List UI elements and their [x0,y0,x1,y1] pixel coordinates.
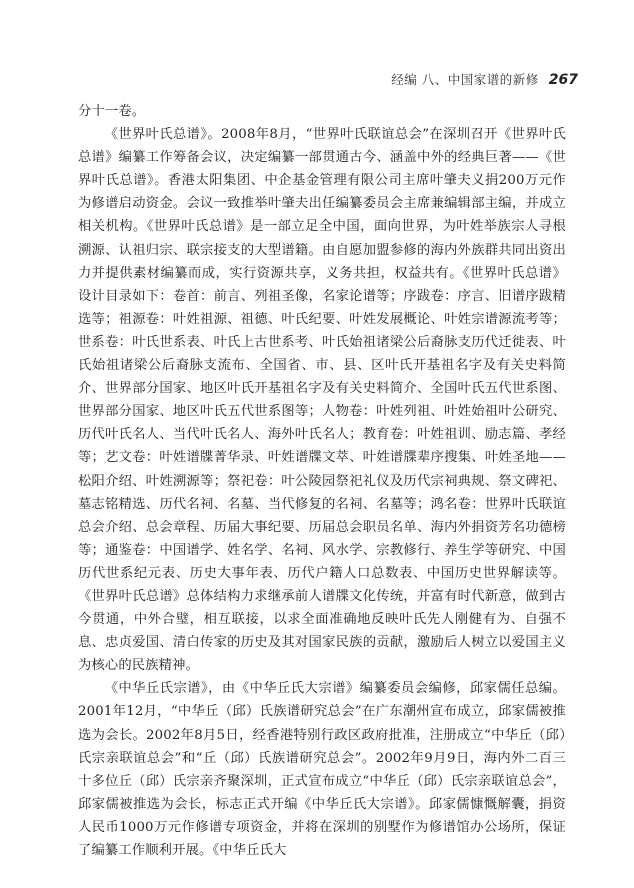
paragraph-ye-genealogy: 《世界叶氏总谱》。2008年8月，“世界叶氏联谊总会”在深圳召开《世界叶氏总谱》编纂工作筹备会议，决定编纂一部贯通古今、涵盖中外的经典巨著——《世界叶氏总谱》。香港太阳集团、中企基金管理有限公司主席叶肇夫义捐200万元作为修谱启动资金。会议一致推举叶肇夫出任编纂委员会主席兼编辑部主编，并成立相关机构。《世界叶氏总谱》是一部立足全中国，面向世界，为叶姓举族宗人寻根溯源、认祖归宗、联宗接支的大型谱籍。由自愿加盟参修的海内外族群共同出资出力并提供素材编纂而成，实行资源共享，义务共担，权益共有。《世界叶氏总谱》设计目录如下：卷首：前言、列祖圣像，名家论谱等；序跋卷：序言、旧谱序跋精选等；祖源卷：叶姓祖源、祖德、叶氏纪要、叶姓发展概论、叶姓宗谱源流考等；世系卷：叶氏世系表、叶氏上古世系考、叶氏始祖诸梁公后裔脉支历代迁徙表、叶氏始祖诸梁公后裔脉支流布、全国省、市、县、区叶氏开基祖名字及有关史料简介、世界部分国家、地区叶氏开基祖名字及有关史料简介、全国叶氏五代世系图、世界部分国家、地区叶氏五代世系图等；人物卷：叶姓列祖、叶姓始祖叶公研究、历代叶氏名人、当代叶氏名人、海外叶氏名人；教育卷：叶姓祖训、励志篇、孝经等；艺文卷：叶姓谱牒菁华录、叶姓谱牒文萃、叶姓谱牒辈序搜集、叶姓圣地——松阳介绍、叶姓溯源等；祭祀卷：叶公陵园祭祀礼仪及历代宗祠典规、祭文碑祀、墓志铭精选、历代名祠、名墓、当代修复的名祠、名墓等；鸿名卷：世界叶氏联谊总会介绍、总会章程、历届大事纪要、历届总会职员名单、海内外捐资芳名功德榜等；通鉴卷：中国谱学、姓名学、名祠、风水学、宗教修行、养生学等研究、中国历代世系纪元表、历史大事年表、历代户籍人口总数表、中国历史世界解读等。《世界叶氏总谱》总体结构力求继承前人谱牒文化传统，并富有时代新意，做到古今贯通，中外合璧，相互联接，以求全面准确地反映叶氏先人刚健有为、自强不息、忠贞爱国、清白传家的历史及其对国家民族的贡献，激励后人树立以爱国主义为核心的民族精神。 [78,127,566,674]
page-number: 267 [548,72,578,88]
paragraph-continuation: 分十一卷。 [78,104,146,119]
body-text [78,100,566,862]
section-title: 经编 八、中国家谱的新修 [391,72,539,87]
paragraph-qiu-genealogy: 《中华丘氏宗谱》，由《中华丘氏大宗谱》编纂委员会编修，邱家儒任总编。2001年12月，“中华丘（邱）氏族谱研究总会”在广东潮州宣布成立，邱家儒被推选为会长。2002年8月5日，经香港特别行政区政府批准，注册成立“中华丘（邱）氏宗亲联谊总会”和“丘（邱）氏族谱研究总会”。2002年9月9日，海内外二百三十多位丘（邱）氏宗亲齐聚深圳，正式宣布成立“中华丘（邱）氏宗亲联谊总会”，邱家儒被推选为会长，标志正式开编《中华丘氏大宗谱》。邱家儒慷慨解囊，捐资人民币1000万元作修谱专项资金，并将在深圳的别墅作为修谱馆办公场所，保证了编纂工作顺利开展。《中华丘氏大 [78,681,566,858]
running-header [391,70,578,88]
